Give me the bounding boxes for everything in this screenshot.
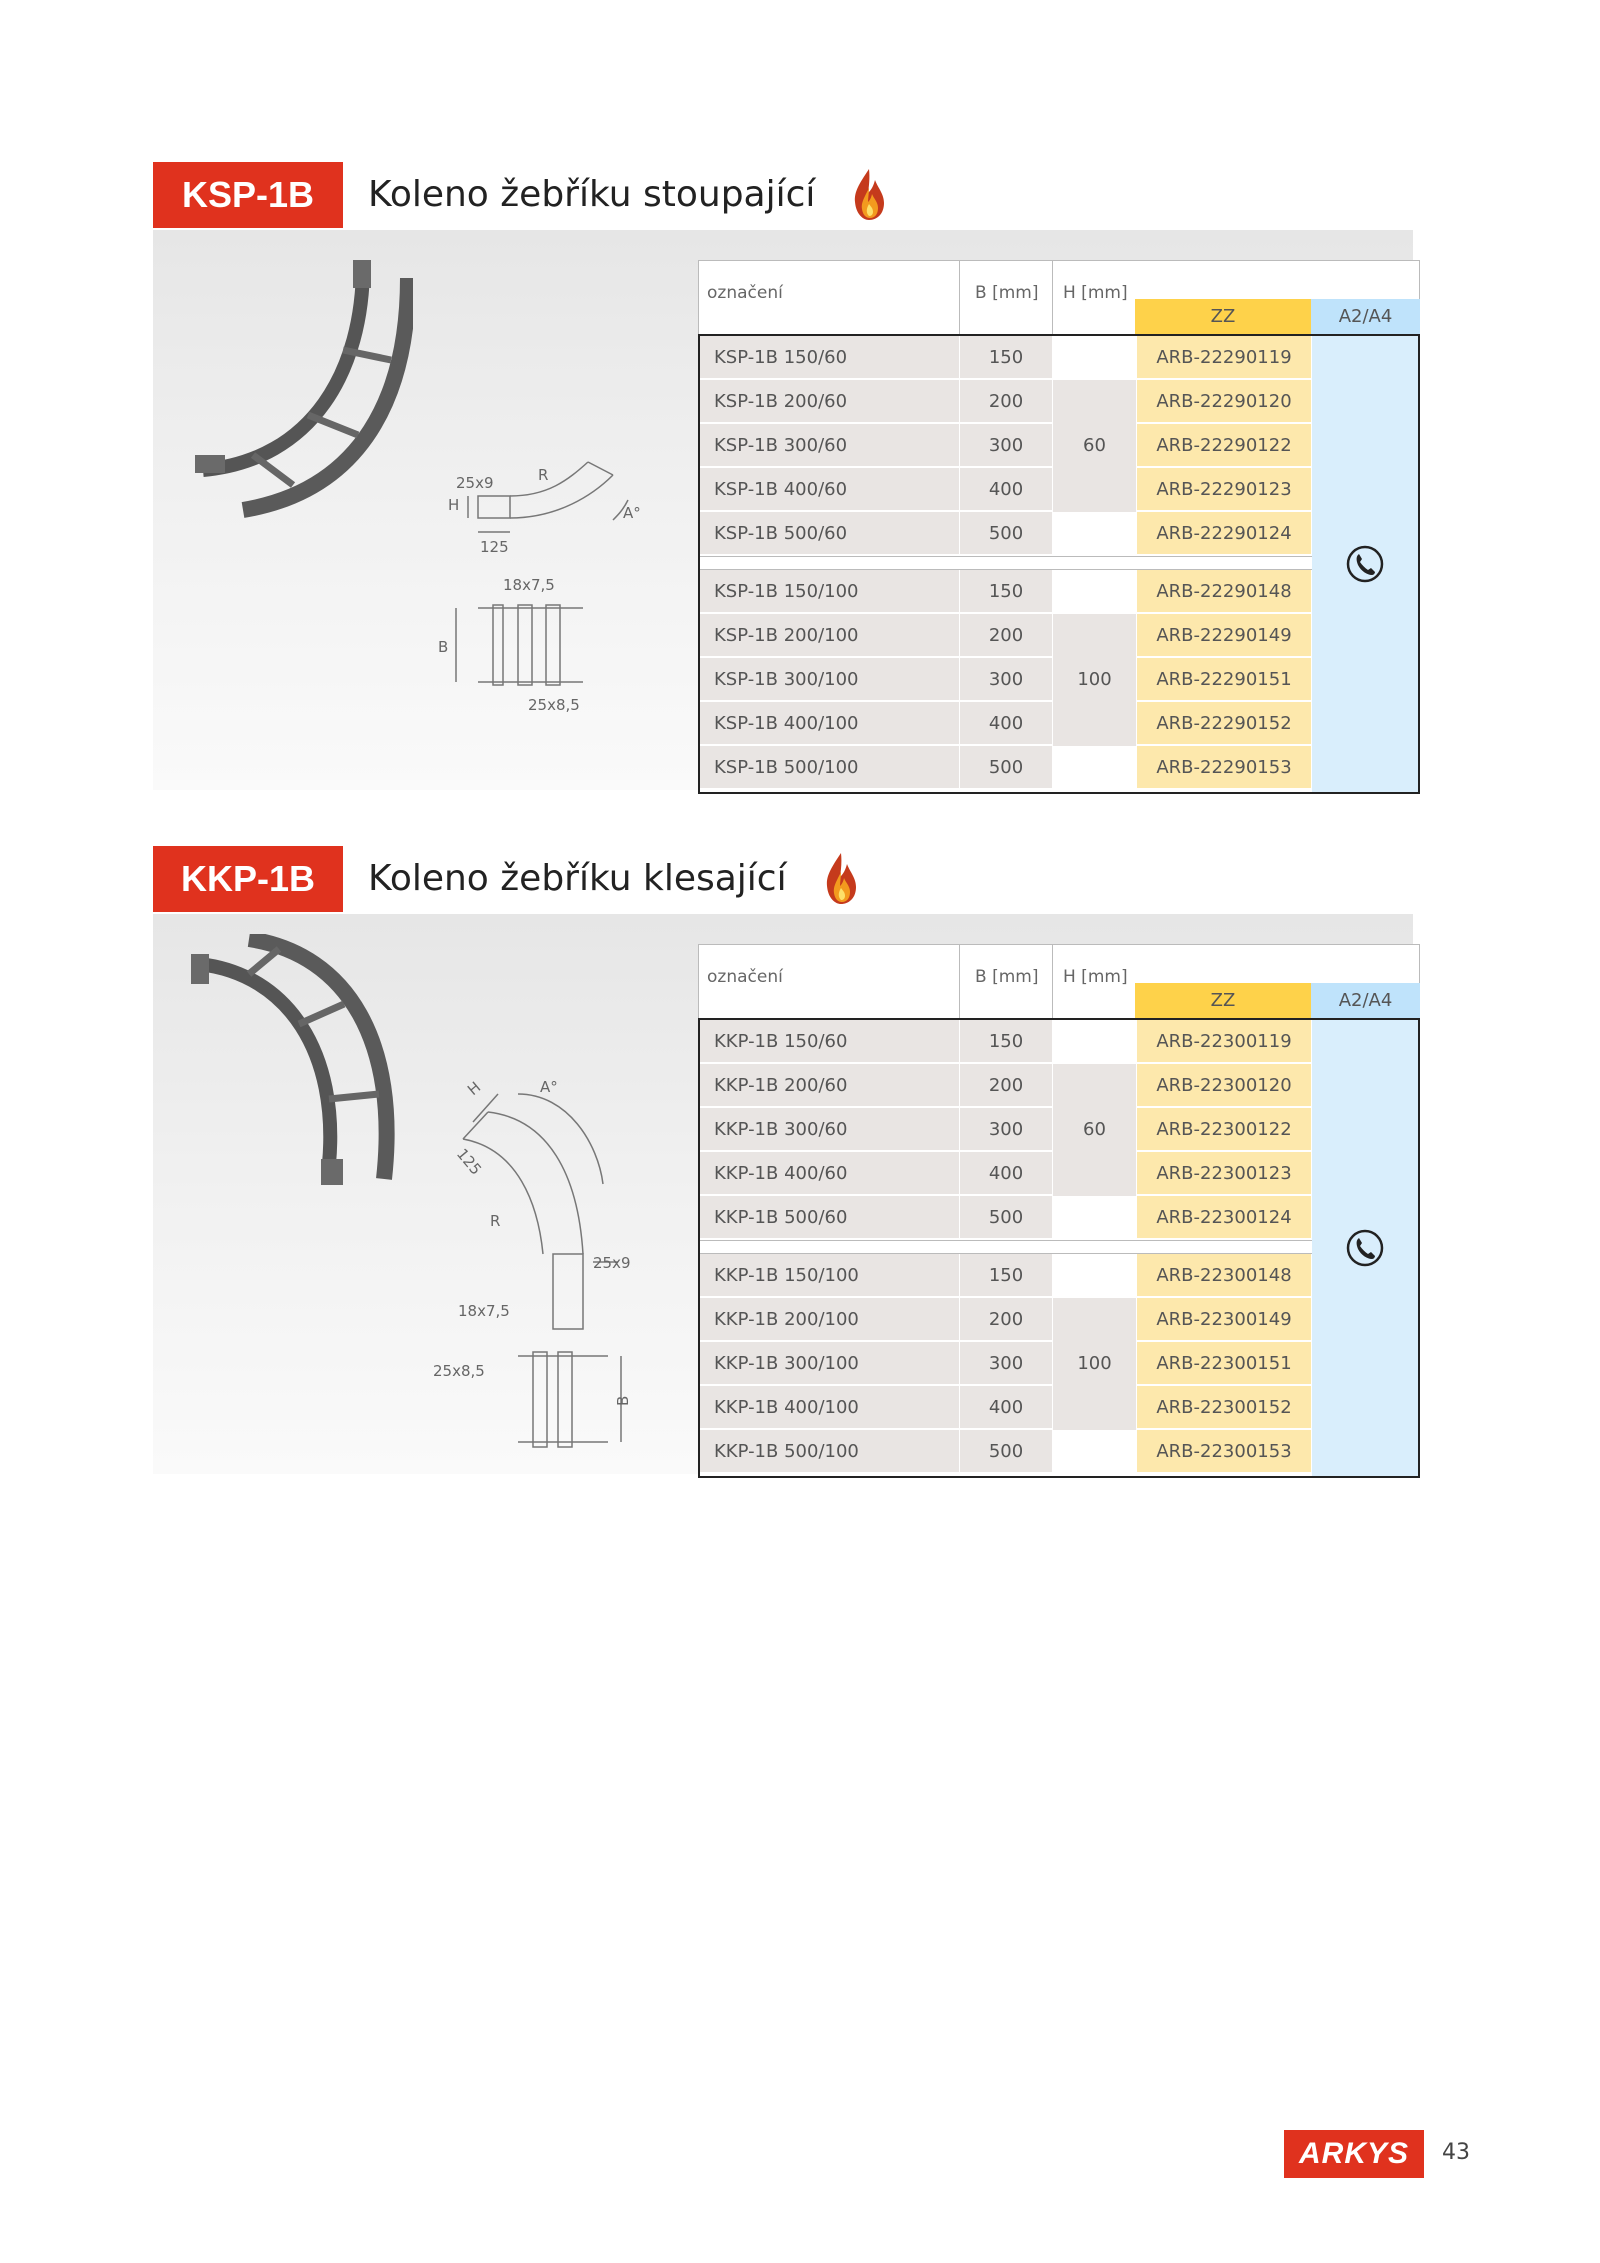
svg-text:R: R xyxy=(490,1212,501,1230)
header-b: B [mm] xyxy=(975,283,1039,303)
table-body xyxy=(698,334,1420,794)
cell-zz: ARB-22290149 xyxy=(1136,614,1312,657)
arkys-logo: ARKYS xyxy=(1284,2130,1424,2178)
cell-b: 500 xyxy=(960,1196,1053,1239)
cell-designation: KKP-1B 200/60 xyxy=(700,1064,960,1107)
product-code-badge: KSP-1B xyxy=(153,162,343,228)
product-title: Koleno žebříku klesající xyxy=(368,858,787,899)
fire-icon xyxy=(821,850,861,906)
header-divider xyxy=(959,945,960,1019)
table-header xyxy=(698,260,1420,336)
product-title: Koleno žebříku stoupající xyxy=(368,174,816,215)
cell-zz: ARB-22290122 xyxy=(1136,424,1312,467)
header-divider xyxy=(959,261,960,335)
table-row xyxy=(700,746,1418,790)
header-oznaceni: označení xyxy=(707,283,783,303)
product-table xyxy=(698,260,1420,792)
table-row xyxy=(700,512,1418,556)
cell-zz: ARB-22300124 xyxy=(1136,1196,1312,1239)
table-body xyxy=(698,1018,1420,1478)
cell-b: 400 xyxy=(960,1386,1053,1429)
cell-b: 150 xyxy=(960,336,1053,379)
cell-b: 200 xyxy=(960,614,1053,657)
cell-b: 200 xyxy=(960,1064,1053,1107)
cell-zz: ARB-22300120 xyxy=(1136,1064,1312,1107)
table-row xyxy=(700,1196,1418,1240)
cell-h-group: 100 xyxy=(1053,1298,1136,1430)
svg-text:18x7,5: 18x7,5 xyxy=(458,1302,510,1320)
svg-text:25x8,5: 25x8,5 xyxy=(433,1362,485,1380)
cell-designation: KSP-1B 300/100 xyxy=(700,658,960,701)
cell-b: 200 xyxy=(960,1298,1053,1341)
cell-h-group: 60 xyxy=(1053,1064,1136,1196)
cell-designation: KKP-1B 300/100 xyxy=(700,1342,960,1385)
product-image xyxy=(193,260,413,520)
cell-designation: KSP-1B 400/100 xyxy=(700,702,960,745)
cell-b: 400 xyxy=(960,702,1053,745)
header-b: B [mm] xyxy=(975,967,1039,987)
svg-text:25x9: 25x9 xyxy=(456,474,494,492)
cell-designation: KKP-1B 200/100 xyxy=(700,1298,960,1341)
cell-zz: ARB-22300122 xyxy=(1136,1108,1312,1151)
header-zz: ZZ xyxy=(1135,299,1311,335)
cell-zz: ARB-22290123 xyxy=(1136,468,1312,511)
cell-b: 300 xyxy=(960,658,1053,701)
cell-designation: KSP-1B 500/60 xyxy=(700,512,960,555)
cell-zz: ARB-22290119 xyxy=(1136,336,1312,379)
header-divider xyxy=(1052,945,1053,1019)
a2-column xyxy=(1312,336,1418,792)
header-a2: A2/A4 xyxy=(1311,299,1420,335)
svg-text:25x8,5: 25x8,5 xyxy=(528,696,580,714)
cell-zz: ARB-22290120 xyxy=(1136,380,1312,423)
cell-designation: KSP-1B 150/60 xyxy=(700,336,960,379)
cell-b: 200 xyxy=(960,380,1053,423)
cell-b: 500 xyxy=(960,746,1053,789)
cell-zz: ARB-22300152 xyxy=(1136,1386,1312,1429)
svg-text:H: H xyxy=(464,1078,485,1100)
svg-text:125: 125 xyxy=(480,538,509,556)
cell-zz: ARB-22290124 xyxy=(1136,512,1312,555)
header-zz: ZZ xyxy=(1135,983,1311,1019)
cell-b: 400 xyxy=(960,1152,1053,1195)
table-header xyxy=(698,944,1420,1020)
cell-b: 300 xyxy=(960,1108,1053,1151)
cell-b: 150 xyxy=(960,1254,1053,1297)
a2-column xyxy=(1312,1020,1418,1476)
cell-zz: ARB-22290153 xyxy=(1136,746,1312,789)
cell-designation: KSP-1B 400/60 xyxy=(700,468,960,511)
cell-b: 150 xyxy=(960,1020,1053,1063)
cell-designation: KKP-1B 400/60 xyxy=(700,1152,960,1195)
table-row xyxy=(700,1430,1418,1474)
cell-zz: ARB-22300149 xyxy=(1136,1298,1312,1341)
product-table xyxy=(698,944,1420,1476)
cell-b: 500 xyxy=(960,1430,1053,1473)
svg-text:A°: A° xyxy=(623,504,641,522)
cell-zz: ARB-22300153 xyxy=(1136,1430,1312,1473)
cell-designation: KKP-1B 500/60 xyxy=(700,1196,960,1239)
cell-designation: KKP-1B 300/60 xyxy=(700,1108,960,1151)
svg-text:B: B xyxy=(614,1395,632,1406)
phone-icon[interactable] xyxy=(1345,544,1385,584)
table-row xyxy=(700,1254,1418,1298)
cell-zz: ARB-22300151 xyxy=(1136,1342,1312,1385)
cell-b: 300 xyxy=(960,1342,1053,1385)
cell-zz: ARB-22300119 xyxy=(1136,1020,1312,1063)
svg-text:A°: A° xyxy=(540,1078,558,1096)
cell-designation: KKP-1B 150/60 xyxy=(700,1020,960,1063)
svg-text:125: 125 xyxy=(452,1145,486,1179)
cell-h-group: 60 xyxy=(1053,380,1136,512)
cell-designation: KSP-1B 500/100 xyxy=(700,746,960,789)
cell-b: 150 xyxy=(960,570,1053,613)
phone-icon[interactable] xyxy=(1345,1228,1385,1268)
cell-zz: ARB-22300123 xyxy=(1136,1152,1312,1195)
cell-h-group: 100 xyxy=(1053,614,1136,746)
cell-zz: ARB-22290148 xyxy=(1136,570,1312,613)
cell-b: 400 xyxy=(960,468,1053,511)
cell-designation: KKP-1B 400/100 xyxy=(700,1386,960,1429)
cell-b: 300 xyxy=(960,424,1053,467)
svg-text:B: B xyxy=(438,638,449,656)
cell-designation: KSP-1B 150/100 xyxy=(700,570,960,613)
svg-text:H: H xyxy=(448,496,460,514)
fire-icon xyxy=(849,166,889,222)
product-image xyxy=(189,934,409,1194)
table-row xyxy=(700,336,1418,380)
page-number: 43 xyxy=(1442,2140,1470,2165)
cell-zz: ARB-22290152 xyxy=(1136,702,1312,745)
svg-text:R: R xyxy=(538,466,549,484)
header-a2: A2/A4 xyxy=(1311,983,1420,1019)
group-separator xyxy=(700,556,1312,570)
table-row xyxy=(700,570,1418,614)
cell-designation: KKP-1B 500/100 xyxy=(700,1430,960,1473)
header-oznaceni: označení xyxy=(707,967,783,987)
cell-designation: KSP-1B 300/60 xyxy=(700,424,960,467)
group-separator xyxy=(700,1240,1312,1254)
product-code-badge: KKP-1B xyxy=(153,846,343,912)
cell-zz: ARB-22300148 xyxy=(1136,1254,1312,1297)
svg-text:18x7,5: 18x7,5 xyxy=(503,576,555,594)
cell-zz: ARB-22290151 xyxy=(1136,658,1312,701)
cell-designation: KSP-1B 200/60 xyxy=(700,380,960,423)
header-h: H [mm] xyxy=(1063,283,1128,303)
header-h: H [mm] xyxy=(1063,967,1128,987)
cell-b: 500 xyxy=(960,512,1053,555)
header-divider xyxy=(1052,261,1053,335)
svg-text:25x9: 25x9 xyxy=(593,1254,631,1272)
cell-designation: KSP-1B 200/100 xyxy=(700,614,960,657)
table-row xyxy=(700,1020,1418,1064)
cell-designation: KKP-1B 150/100 xyxy=(700,1254,960,1297)
